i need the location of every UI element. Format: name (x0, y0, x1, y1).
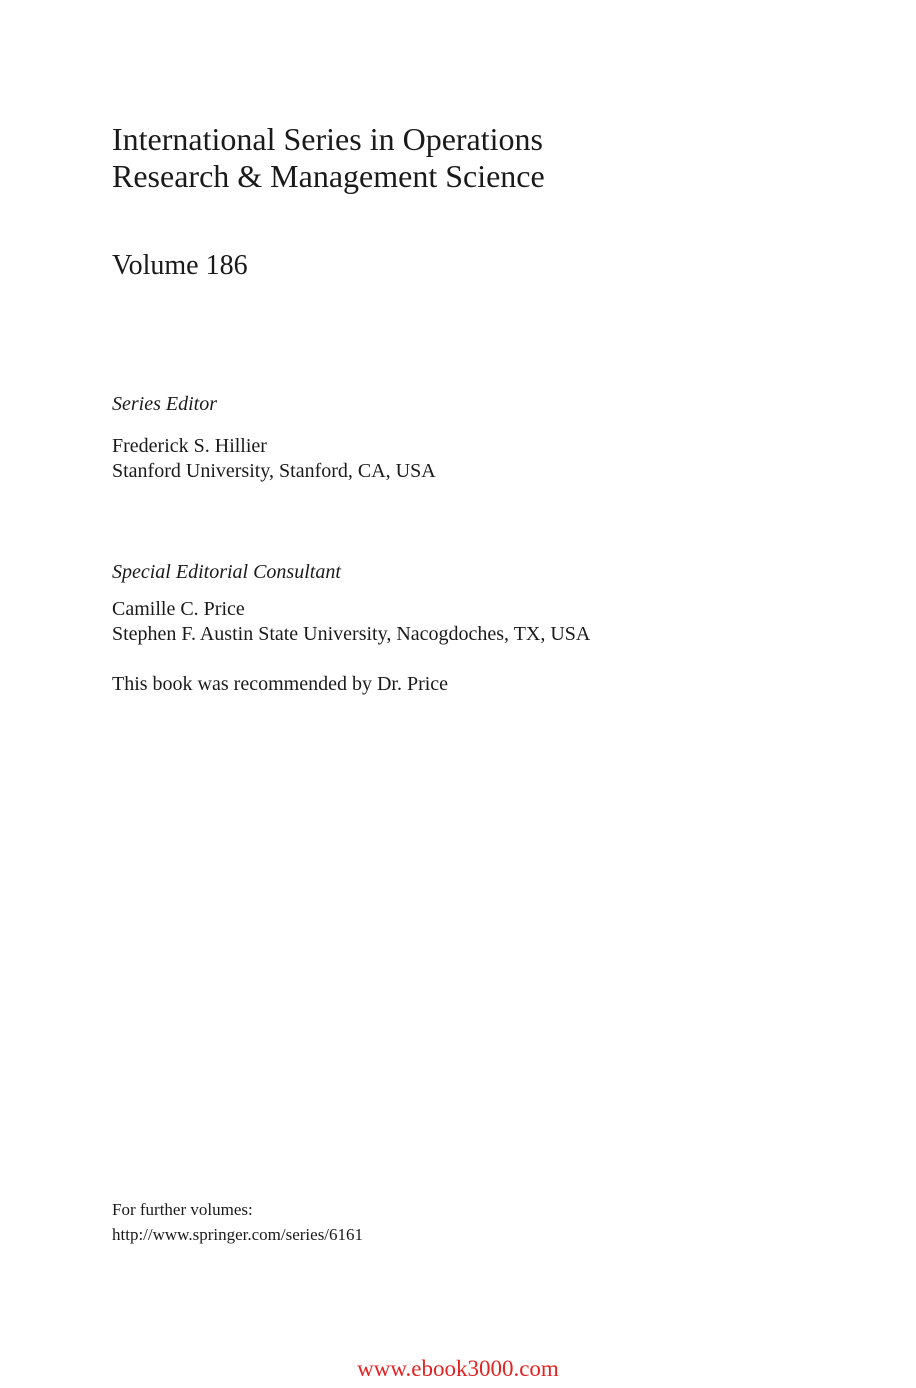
watermark-link[interactable]: www.ebook3000.com (357, 1356, 559, 1381)
further-volumes (112, 1197, 363, 1247)
series-editor-block (112, 434, 436, 484)
consultant-affiliation: Stephen F. Austin State University, Nacogdoches, TX, USA (112, 623, 591, 645)
series-editor-heading: Series Editor (112, 393, 217, 415)
series-title-line-1: International Series in Operations (112, 121, 543, 157)
consultant-block (112, 597, 590, 647)
further-volumes-label: For further volumes: (112, 1200, 253, 1219)
volume-number: Volume 186 (112, 250, 248, 281)
series-title-line-2: Research & Management Science (112, 158, 545, 194)
series-editor-affiliation: Stanford University, Stanford, CA, USA (112, 460, 436, 482)
consultant-heading: Special Editorial Consultant (112, 561, 341, 583)
series-editor-name: Frederick S. Hillier (112, 435, 267, 457)
consultant-name: Camille C. Price (112, 598, 245, 620)
further-volumes-link[interactable]: http://www.springer.com/series/6161 (112, 1225, 364, 1244)
recommendation-note: This book was recommended by Dr. Price (112, 673, 449, 695)
series-title (112, 121, 545, 195)
